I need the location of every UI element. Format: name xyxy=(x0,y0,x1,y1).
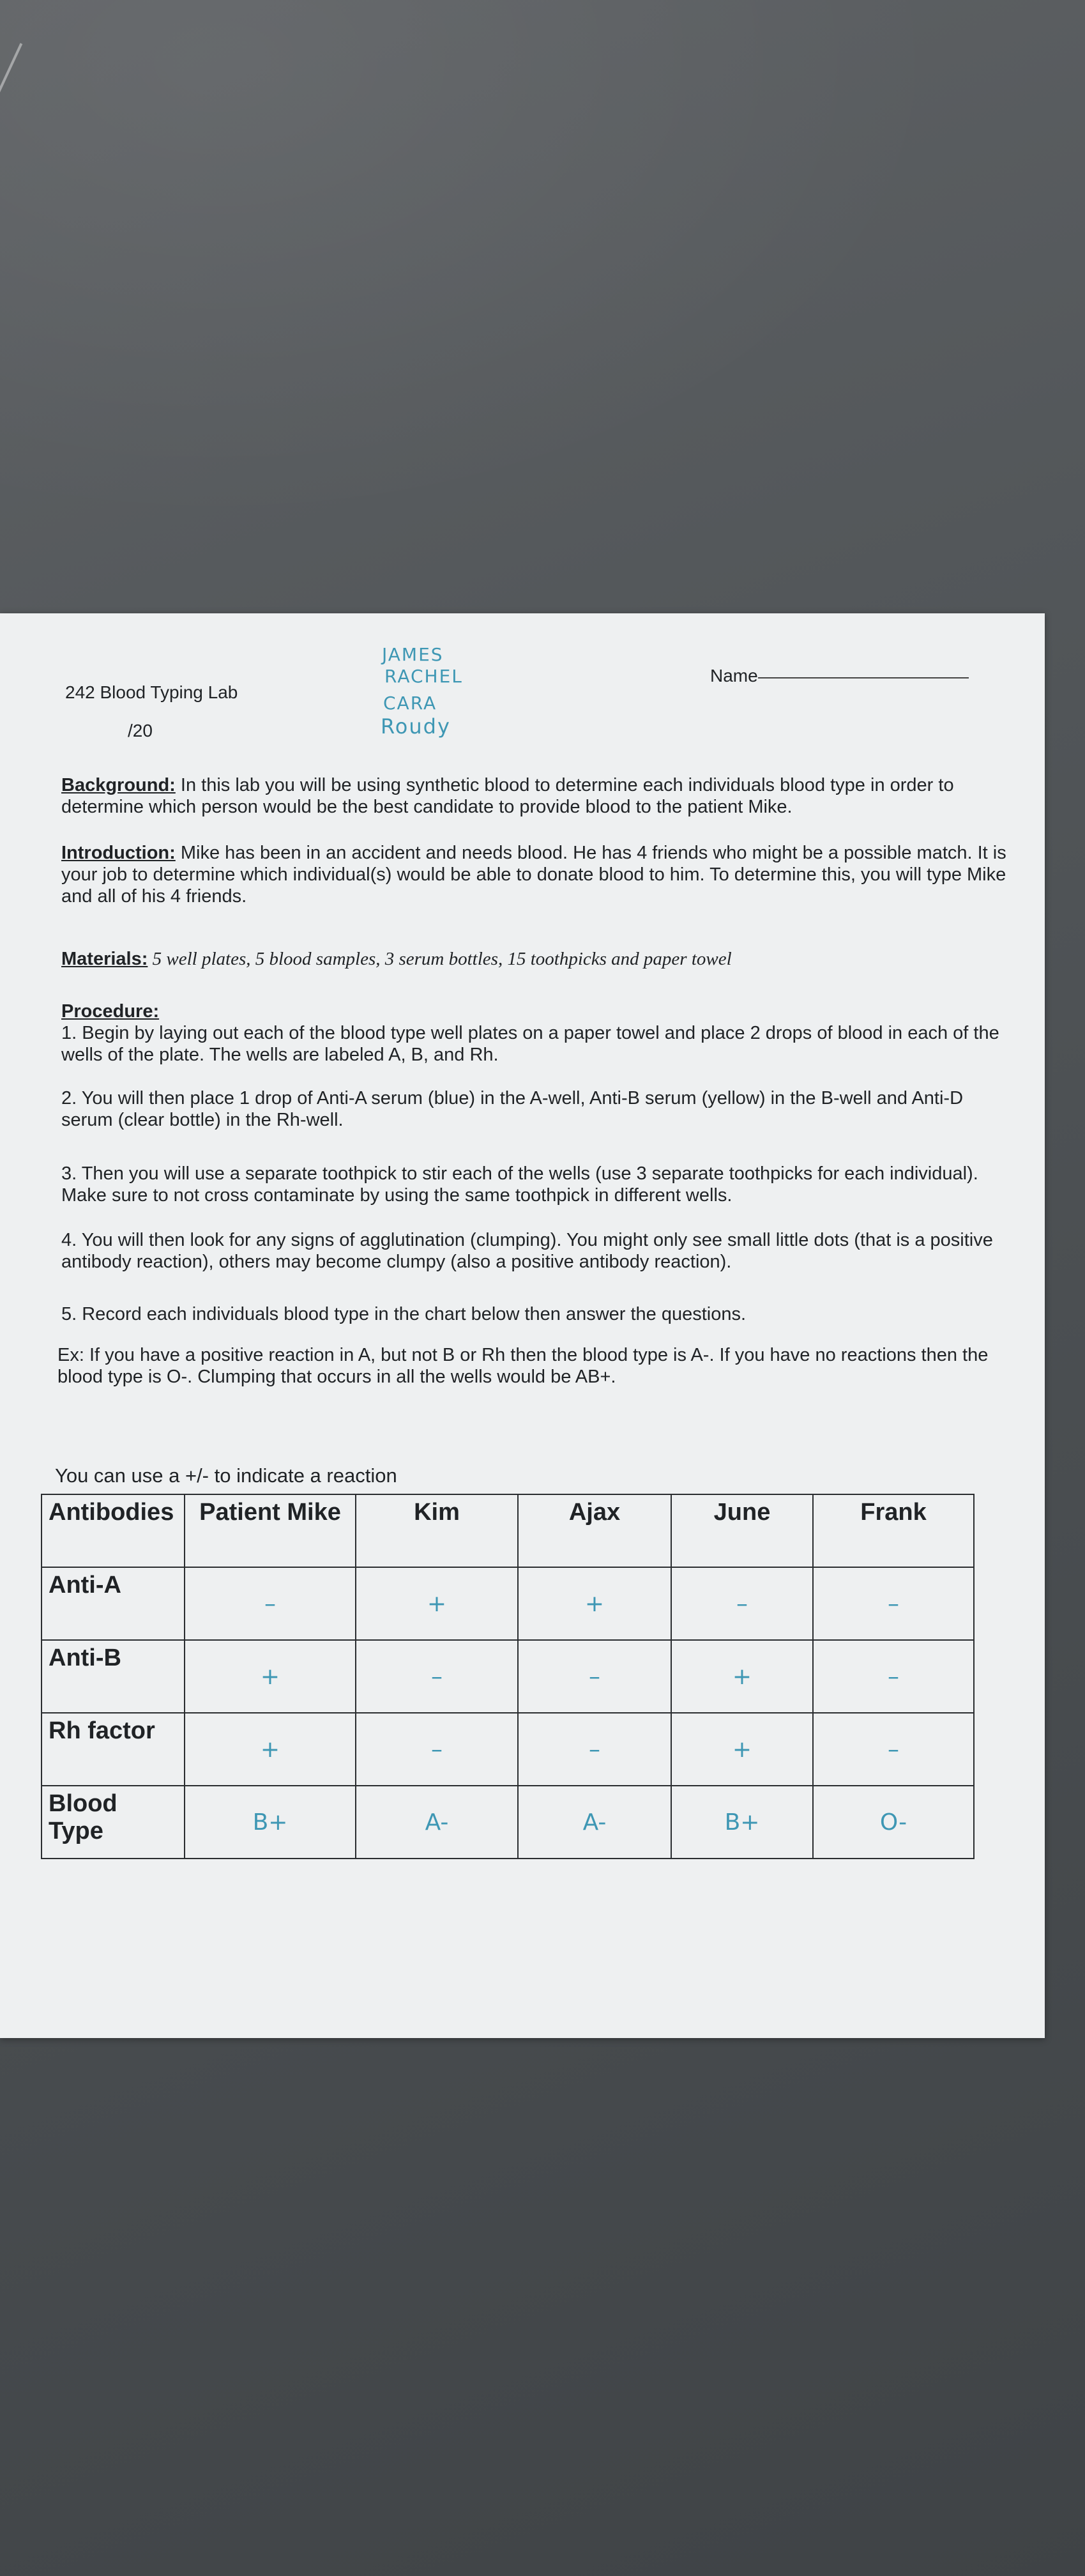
table-row xyxy=(42,1786,974,1859)
handwritten-name-4: Roudy xyxy=(381,714,451,739)
row-label-anti-b: Anti-B xyxy=(42,1640,185,1713)
score-field: /20 xyxy=(128,721,153,740)
procedure-example: Ex: If you have a positive reaction in A, but not B or Rh then the blood type is A-. If you have no reactions then the blood type is O-. Clumping that occurs in all the wells would be AB+. xyxy=(57,1345,989,1387)
blood-type-table xyxy=(41,1494,975,1859)
table-row xyxy=(42,1567,974,1640)
cell-ajax-rh[interactable]: – xyxy=(518,1713,671,1786)
column-header-patient-mike: Patient Mike xyxy=(185,1494,356,1567)
name-label: Name xyxy=(710,666,758,686)
materials-paragraph xyxy=(61,948,1019,970)
column-header-kim: Kim xyxy=(356,1494,518,1567)
procedure-step-3: 3. Then you will use a separate toothpick to stir each of the wells (use 3 separate toothpicks for each individual). Make sure to not cross contaminate by using the same toothpick in different wells. xyxy=(61,1163,978,1206)
table-note: You can use a +/- to indicate a reaction xyxy=(55,1464,397,1487)
handwritten-name-2: RACHEL xyxy=(384,666,463,687)
materials-text: 5 well plates, 5 blood samples, 3 serum bottles, 15 toothpicks and paper towel xyxy=(148,949,732,969)
column-header-frank: Frank xyxy=(813,1494,974,1567)
procedure-step-4: 4. You will then look for any signs of agglutination (clumping). You might only see small little dots (that is a positive antibody reaction), others may become clumpy (also a positive antibody reaction). xyxy=(61,1230,993,1272)
cell-june-blood-type[interactable]: B+ xyxy=(671,1786,813,1859)
cell-june-anti-a[interactable]: – xyxy=(671,1567,813,1640)
cell-june-anti-b[interactable]: + xyxy=(671,1640,813,1713)
cell-mike-rh[interactable]: + xyxy=(185,1713,356,1786)
cell-frank-rh[interactable]: – xyxy=(813,1713,974,1786)
column-header-antibodies: Antibodies xyxy=(42,1494,185,1567)
table-header-row xyxy=(42,1494,974,1567)
table-row xyxy=(42,1713,974,1786)
cell-frank-anti-a[interactable]: – xyxy=(813,1567,974,1640)
cell-frank-blood-type[interactable]: O- xyxy=(813,1786,974,1859)
introduction-text: Mike has been in an accident and needs blood. He has 4 friends who might be a possible match. It is your job to determine which individual(s) would be able to donate blood to him. To determine this, you will type Mike and all of his 4 friends. xyxy=(61,843,1006,907)
procedure-heading xyxy=(61,1000,1019,1022)
cell-kim-blood-type[interactable]: A- xyxy=(356,1786,518,1859)
cell-mike-anti-a[interactable]: – xyxy=(185,1567,356,1640)
desk-surface xyxy=(0,0,1085,613)
procedure-step-1: 1. Begin by laying out each of the blood type well plates on a paper towel and place 2 drops of blood in each of the wells of the plate. The wells are labeled A, B, and Rh. xyxy=(61,1023,999,1065)
column-header-ajax: Ajax xyxy=(518,1494,671,1567)
cell-mike-blood-type[interactable]: B+ xyxy=(185,1786,356,1859)
procedure-label: Procedure: xyxy=(61,1001,160,1022)
name-line xyxy=(758,677,969,678)
procedure-step-2: 2. You will then place 1 drop of Anti-A serum (blue) in the A-well, Anti-B serum (yellow) in the B-well and Anti-D serum (clear bottle) in the Rh-well. xyxy=(61,1088,964,1130)
handwritten-name-1: JAMES xyxy=(382,644,444,665)
row-label-rh-factor: Rh factor xyxy=(42,1713,185,1786)
cell-kim-rh[interactable]: – xyxy=(356,1713,518,1786)
row-label-anti-a: Anti-A xyxy=(42,1567,185,1640)
handwritten-name-3: CARA xyxy=(383,693,437,714)
table-row xyxy=(42,1640,974,1713)
cell-ajax-anti-a[interactable]: + xyxy=(518,1567,671,1640)
background-paragraph xyxy=(61,774,1019,818)
cell-ajax-anti-b[interactable]: – xyxy=(518,1640,671,1713)
cell-ajax-blood-type[interactable]: A- xyxy=(518,1786,671,1859)
cell-frank-anti-b[interactable]: – xyxy=(813,1640,974,1713)
row-label-blood-type: Blood Type xyxy=(42,1786,185,1859)
cell-mike-anti-b[interactable]: + xyxy=(185,1640,356,1713)
introduction-label: Introduction: xyxy=(61,843,176,863)
background-text: In this lab you will be using synthetic blood to determine each individuals blood type in order to determine which person would be the best candidate to provide blood to the patient Mike. xyxy=(61,775,954,817)
procedure-step-5: 5. Record each individuals blood type in the chart below then answer the questions. xyxy=(61,1304,747,1324)
lab-title: 242 Blood Typing Lab xyxy=(65,682,238,702)
background-label: Background: xyxy=(61,775,176,795)
column-header-june: June xyxy=(671,1494,813,1567)
cell-kim-anti-b[interactable]: – xyxy=(356,1640,518,1713)
introduction-paragraph xyxy=(61,842,1019,907)
cell-june-rh[interactable]: + xyxy=(671,1713,813,1786)
cell-kim-anti-a[interactable]: + xyxy=(356,1567,518,1640)
materials-label: Materials: xyxy=(61,949,148,969)
